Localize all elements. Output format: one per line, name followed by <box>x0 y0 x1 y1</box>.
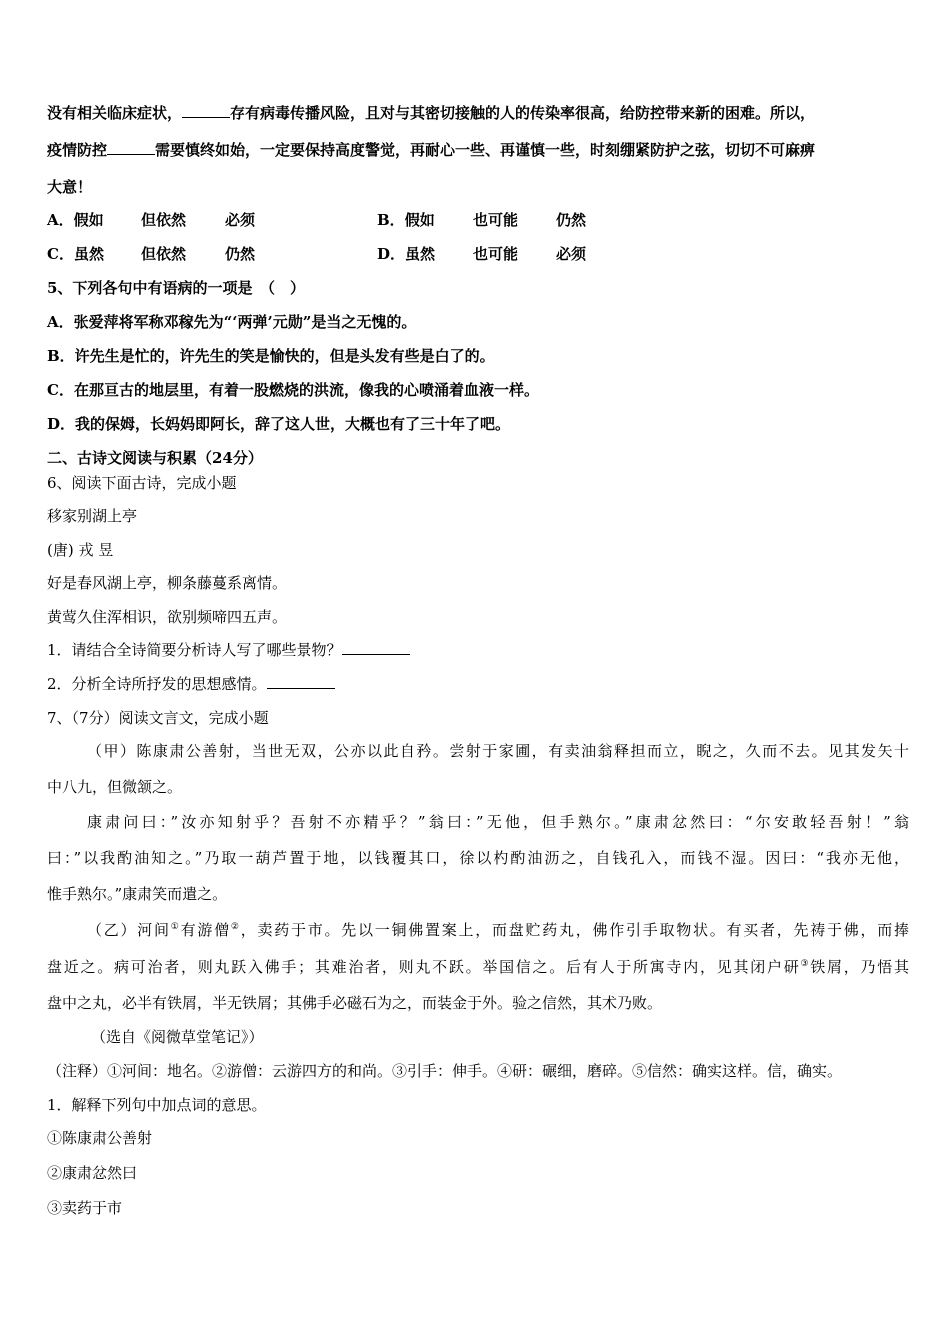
yi-line-1 <box>87 920 909 940</box>
q4-option-c-word-1: 虽然 <box>73 245 104 263</box>
q4-blank-1 <box>182 103 230 118</box>
q6-sub-2-blank <box>267 674 335 689</box>
q4-option-a <box>47 210 104 230</box>
q7-stem: 7、（7分）阅读文言文，完成小题 <box>47 709 269 727</box>
q4-line-2-text-a: 疫情防控 <box>47 141 108 159</box>
q7-sub-1: 1．解释下列句中加点词的意思。 <box>47 1096 267 1114</box>
q4-option-c-word-2: 但依然 <box>141 245 187 263</box>
q5-stem: 5、下列各句中有语病的一项是 （ ） <box>47 279 305 297</box>
q4-option-b-word-1: 假如 <box>404 211 435 229</box>
q4-line-2-text-b: 需要慎终如始，一定要保持高度警觉，再耐心一些、再谨慎一些，时刻绷紧防护之弦，切切不可麻痹 <box>155 141 816 159</box>
q4-option-b-word-3: 仍然 <box>556 211 587 229</box>
q4-option-c-word-3: 仍然 <box>225 245 256 263</box>
yi-line-2-text-a: 盘近之。病可治者，则丸跃入佛手；其难治者，则丸不跃。举国信之。后有人于所寓寺内，见其闭户研 <box>47 958 801 976</box>
q4-line-1-text-b: 存有病毒传播风险，且对与其密切接触的人的传染率很高，给防控带来新的困难。所以， <box>230 104 816 122</box>
jia-para-2-line-3: 惟手熟尔。”康肃笑而遣之。 <box>47 885 228 903</box>
q4-option-a-word-3: 必须 <box>225 211 256 229</box>
q4-option-d-key: D． <box>377 245 406 263</box>
q6-sub-2 <box>47 674 335 694</box>
q4-option-d-word-3: 必须 <box>556 245 587 263</box>
q4-option-c-key: C． <box>47 245 74 263</box>
poem-line-1: 好是春风湖上亭，柳条藤蔓系离情。 <box>47 574 288 592</box>
q5-option-d: D．我的保姆，长妈妈即阿长，辞了这人世，大概也有了三十年了吧。 <box>47 415 511 433</box>
q5-option-b: B．许先生是忙的，许先生的笑是愉快的，但是头发有些是白了的。 <box>47 347 495 365</box>
yi-line-2-text-b: 铁屑，乃悟其 <box>810 958 909 976</box>
q4-option-b-key: B． <box>377 211 405 229</box>
yi-line-1-text-a: （乙）河间 <box>87 921 171 939</box>
q5-option-a: A．张爱萍将军称邓稼先为“‘两弹’元勋”是当之无愧的。 <box>47 313 417 331</box>
note-marker-1: ① <box>170 922 181 932</box>
q4-line-1 <box>47 103 815 123</box>
poem-title: 移家别湖上亭 <box>47 507 138 525</box>
q4-option-d-word-1: 虽然 <box>405 245 436 263</box>
jia-para-2-line-1: 康肃问曰：”汝亦知射乎？吾射不亦精乎？”翁曰：”无他，但手熟尔。”康肃忿然曰：“尔安敢轻吾射！”翁 <box>87 813 909 831</box>
q4-option-a-word-2: 但依然 <box>141 211 187 229</box>
q7-item-3: ③卖药于市 <box>47 1199 123 1217</box>
poem-author: (唐) 戎 昱 <box>47 541 114 559</box>
q4-line-2 <box>47 140 815 160</box>
jia-para-1-line-2: 中八九，但微颔之。 <box>47 778 183 796</box>
yi-line-1-text-b: 有游僧 <box>180 921 231 939</box>
poem-line-2: 黄莺久住浑相识，欲别频啼四五声。 <box>47 608 288 626</box>
q4-option-d-word-2: 也可能 <box>473 245 519 263</box>
q4-option-c <box>47 244 104 264</box>
yi-line-2 <box>47 957 909 977</box>
q6-sub-1-blank <box>342 640 410 655</box>
q6-sub-1-text: 1．请结合全诗简要分析诗人写了哪些景物？ <box>47 641 342 659</box>
jia-para-2-line-2: 曰：”以我酌油知之。”乃取一葫芦置于地，以钱覆其口，徐以杓酌油沥之，自钱孔入，而钱不湿。因曰：“我亦无他， <box>47 849 909 867</box>
annotations: （注释）①河间：地名。②游僧：云游四方的和尚。③引手：伸手。④研：碾细，磨碎。⑤信然：确实这样。信，确实。 <box>47 1062 843 1080</box>
note-marker-2: ② <box>230 922 241 932</box>
q7-item-1: ①陈康肃公善射 <box>47 1129 153 1147</box>
q4-option-a-key: A． <box>47 211 74 229</box>
q4-option-d <box>377 244 435 264</box>
q4-line-1-text-a: 没有相关临床症状， <box>47 104 183 122</box>
q5-option-c: C．在那亘古的地层里，有着一股燃烧的洪流，像我的心喷涌着血液一样。 <box>47 381 539 399</box>
yi-line-1-text-c: ，卖药于市。先以一铜佛置案上，而盘贮药丸，佛作引手取物状。有买者，先祷于佛，而捧 <box>240 921 909 939</box>
q6-sub-2-text: 2．分析全诗所抒发的思想感情。 <box>47 675 267 693</box>
note-marker-3: ③ <box>800 959 811 969</box>
q4-line-3: 大意！ <box>47 178 93 196</box>
q4-option-b-word-2: 也可能 <box>473 211 519 229</box>
q6-stem: 6、阅读下面古诗，完成小题 <box>47 474 237 492</box>
jia-para-1-line-1: （甲）陈康肃公善射，当世无双，公亦以此自矜。尝射于家圃，有卖油翁释担而立，睨之，久而不去。见其发矢十 <box>87 742 909 760</box>
q4-option-b <box>377 210 435 230</box>
source-citation: （选自《阅微草堂笔记》） <box>91 1028 264 1046</box>
section-2-title: 二、古诗文阅读与积累（24分） <box>47 449 263 467</box>
q6-sub-1 <box>47 640 410 660</box>
q4-blank-2 <box>107 140 155 155</box>
q4-option-a-word-1: 假如 <box>73 211 104 229</box>
yi-line-3: 盘中之丸，必半有铁屑，半无铁屑；其佛手必磁石为之，而装金于外。验之信然，其术乃败。 <box>47 994 663 1012</box>
q7-item-2: ②康肃忿然曰 <box>47 1164 138 1182</box>
